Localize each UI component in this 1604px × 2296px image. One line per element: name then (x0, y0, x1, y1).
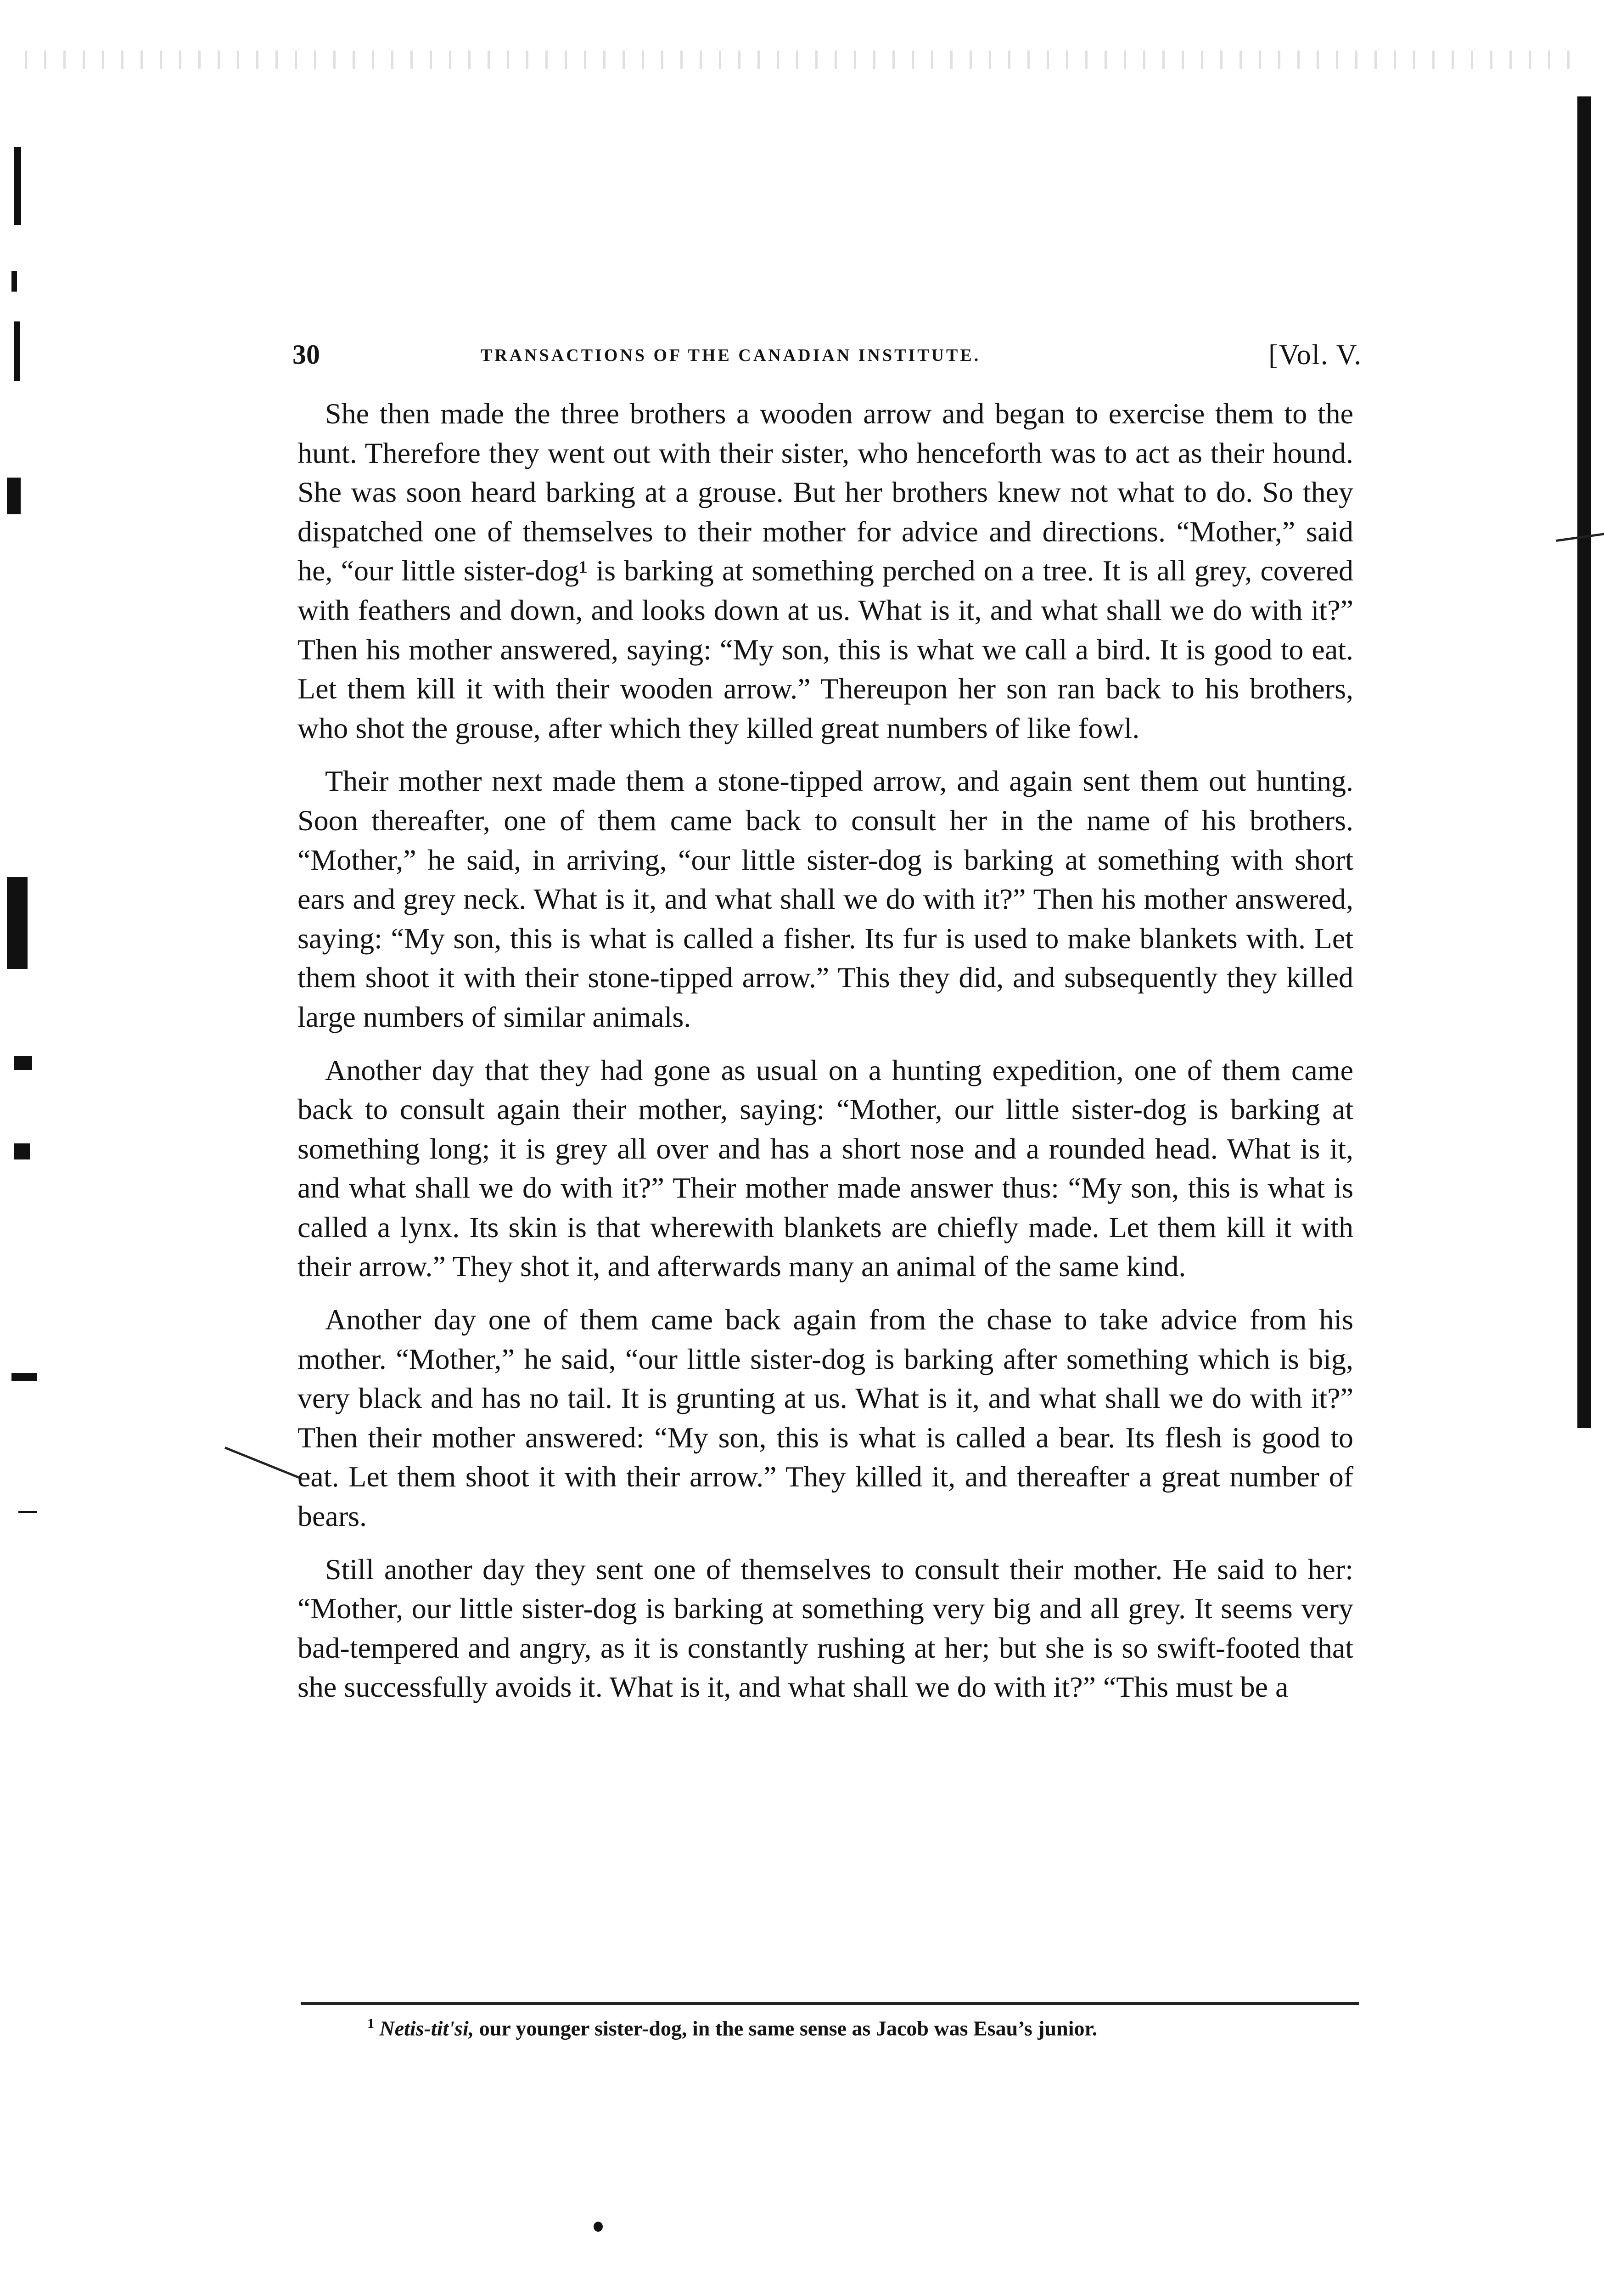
body-text (297, 394, 1353, 1707)
paragraph: She then made the three brothers a wooden arrow and began to exercise them to the hunt. Therefore they went out with their sister, who henceforth was to act as their hound. She was soon heard barking at a grouse. But her brothers knew not what to do. So they dispatched one of themselves to their mother for advice and directions. “Mother,” said he, “our little sister-dog¹ is barking at something perched on a tree. It is all grey, covered with feathers and down, and looks down at us. What is it, and what shall we do with it?” Then his mother answered, saying: “My son, this is what we call a bird. It is good to eat. Let them kill it with their wooden arrow.” Thereupon her son ran back to his brothers, who shot the grouse, after which they killed great numbers of like fowl. (297, 397, 1353, 744)
paragraph: Their mother next made them a stone-tipped arrow, and again sent them out hunting. Soon thereafter, one of them came back to consult her in the name of his brothers. “Mother,” he said, in arriving, “our little sister-dog is barking at something with short ears and grey neck. What is it, and what shall we do with it?” Then his mother answered, saying: “My son, this is what is called a fisher. Its fur is used to make blankets with. Let them shoot it with their stone-tipped arrow.” This they did, and subsequently they killed large numbers of similar animals. (297, 765, 1353, 1033)
footnote-term: Netis-tit'si, (379, 2016, 474, 2040)
journal-title: TRANSACTIONS OF THE CANADIAN INSTITUTE. (481, 346, 981, 365)
margin-pencil-stroke (224, 1446, 302, 1480)
volume-label: [Vol. V. (1268, 339, 1362, 371)
scan-edge-top (18, 51, 1570, 69)
footnote-text: our younger sister-dog, in the same sense as Jacob was Esau’s junior. (474, 2016, 1098, 2040)
page-number: 30 (292, 339, 320, 370)
running-head (292, 339, 1362, 376)
paragraph: Still another day they sent one of themselves to consult their mother. He said to her: “Mother, our little sister-dog is barking at something very big and all grey. It seems very bad-tempered and angry, as it is constantly rushing at her; but she is so swift-footed that she successfully avoids it. What is it, and what shall we do with it?” “This must be a (297, 1553, 1353, 1704)
footnote-marker: 1 (367, 2016, 374, 2031)
footnote (367, 2016, 1359, 2040)
paragraph: Another day one of them came back again from the chase to take advice from his mother. “Mother,” he said, “our little sister-dog is barking after something which is big, very black and has no tail. It is grunting at us. What is it, and what shall we do with it?” Then their mother answered: “My son, this is what is called a bear. Its flesh is good to eat. Let them shoot it with their arrow.” They killed it, and thereafter a great number of bears. (297, 1303, 1353, 1533)
footnote-rule (301, 2002, 1359, 2005)
scan-binding-shadow (1577, 96, 1591, 1428)
paragraph: Another day that they had gone as usual on a hunting expedition, one of them came back to consult again their mother, saying: “Mother, our little sister-dog is barking at something long; it is grey all over and has a short nose and a rounded head. What is it, and what shall we do with it?” Their mother made answer thus: “My son, this is what is called a lynx. Its skin is that wherewith blankets are chiefly made. Let them kill it with their arrow.” They shot it, and afterwards many an animal of the same kind. (297, 1053, 1353, 1283)
ink-blot (594, 2222, 603, 2232)
